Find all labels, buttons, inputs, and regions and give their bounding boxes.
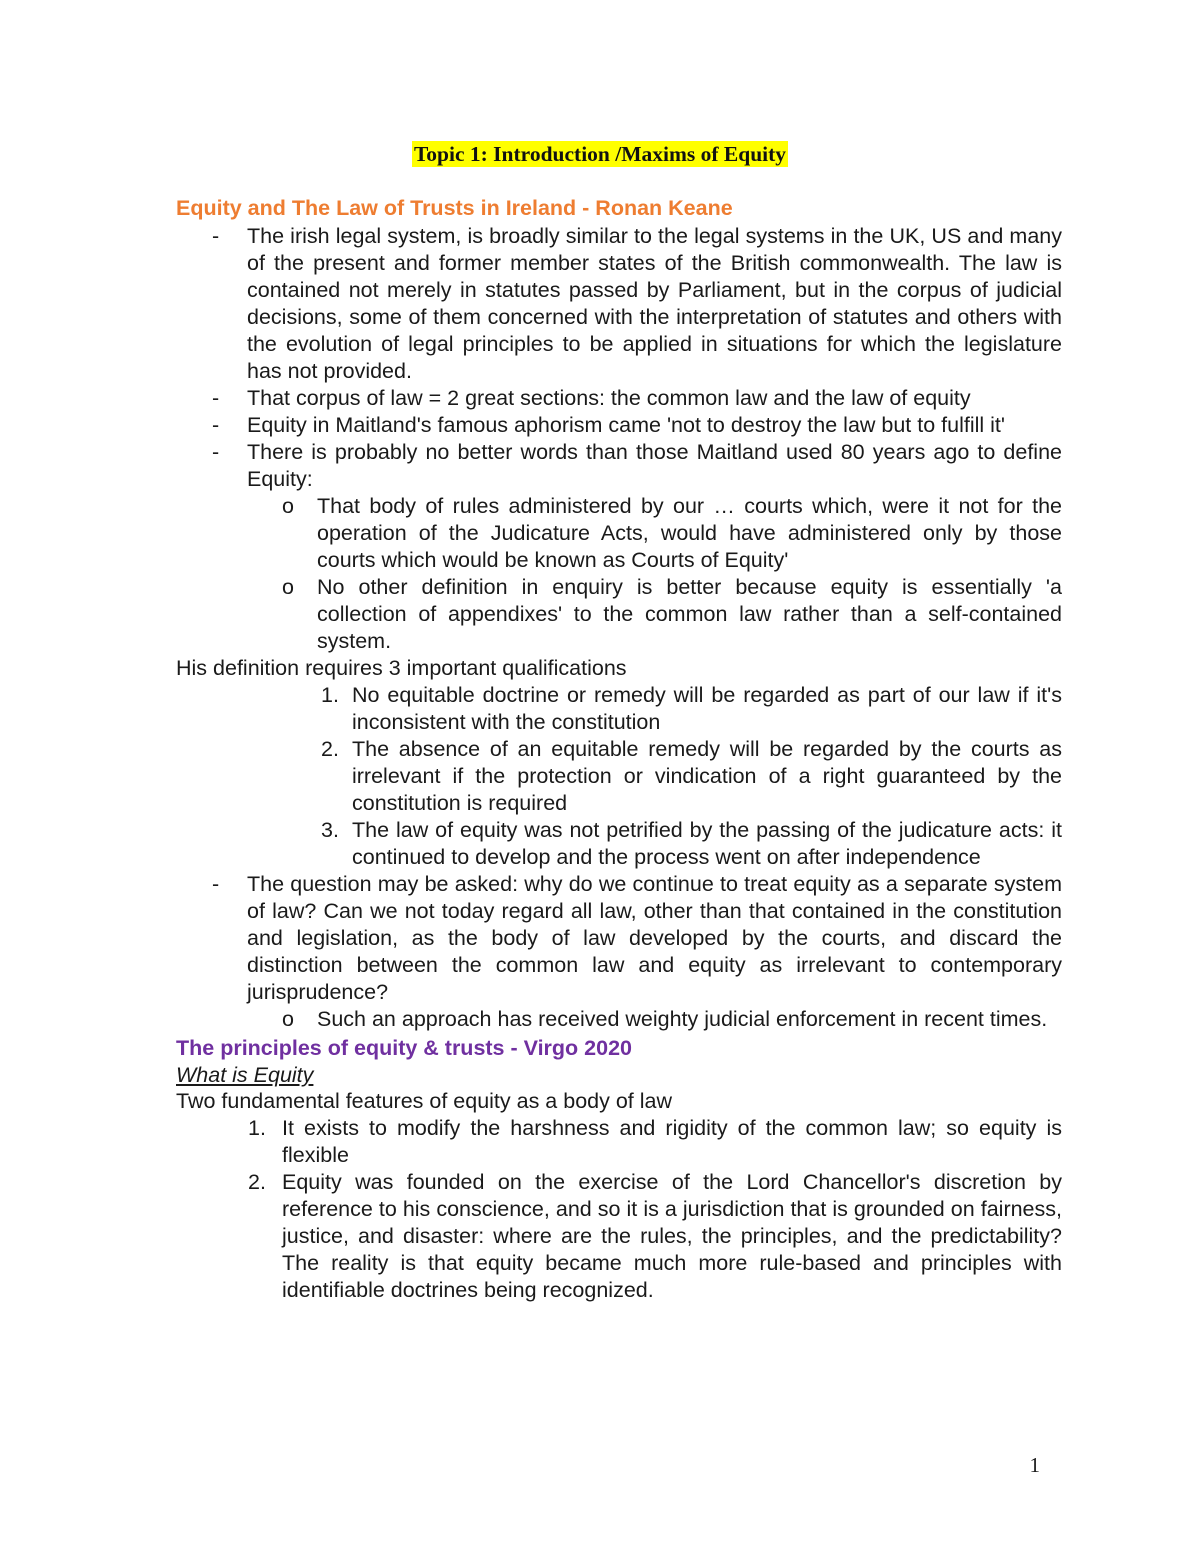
features-list xyxy=(176,1115,1062,1304)
keane-bullet-list xyxy=(176,223,1062,655)
number-marker: 2. xyxy=(248,1170,266,1194)
number-marker: 1. xyxy=(248,1116,266,1140)
bullet-text: That corpus of law = 2 great sections: the common law and the law of equity xyxy=(247,386,971,410)
question-list xyxy=(176,871,1062,1033)
dash-marker: - xyxy=(212,386,220,410)
list-item xyxy=(176,385,1062,412)
list-item xyxy=(176,817,1062,871)
page-number: 1 xyxy=(1029,1453,1040,1477)
dash-marker: - xyxy=(212,440,220,464)
number-marker: 1. xyxy=(321,683,339,707)
list-item xyxy=(176,871,1062,1006)
number-marker: 3. xyxy=(321,818,339,842)
qualification-text: No equitable doctrine or remedy will be regarded as part of our law if it's inconsistent with the constitution xyxy=(352,683,1062,734)
bullet-text: There is probably no better words than those Maitland used 80 years ago to define Equity: xyxy=(247,440,1062,491)
title-block xyxy=(0,140,1200,168)
list-item xyxy=(176,682,1062,736)
list-item xyxy=(176,574,1062,655)
list-item xyxy=(176,412,1062,439)
subpoint-text: That body of rules administered by our … courts which, were it not for the operation of the Judicature Acts, would have administered only by those courts which would be known as Courts of Equity' xyxy=(317,494,1062,572)
bullet-text: The question may be asked: why do we continue to treat equity as a separate system of law? Can we not today regard all law, other than that contained in the constitution and legislation, as the body of law developed by the courts, and discard the distinction between the common law and equity as irrelevant to contemporary jurisprudence? xyxy=(247,872,1062,1004)
number-marker: 2. xyxy=(321,737,339,761)
circle-marker: o xyxy=(282,575,294,599)
list-item xyxy=(176,1115,1062,1169)
circle-marker: o xyxy=(282,1007,294,1031)
page-title: Topic 1: Introduction /Maxims of Equity xyxy=(413,142,787,166)
bullet-text: Equity in Maitland's famous aphorism came 'not to destroy the law but to fulfill it' xyxy=(247,413,1006,437)
list-item xyxy=(176,736,1062,817)
list-item xyxy=(176,1169,1062,1304)
section-heading-keane: Equity and The Law of Trusts in Ireland - Ronan Keane xyxy=(176,196,733,220)
bullet-text: The irish legal system, is broadly similar to the legal systems in the UK, US and many of the present and former member states of the British commonwealth. The law is contained not merely in statutes passed by Parliament, but in the corpus of judicial decisions, some of them concerned with the interpretation of statutes and others with the evolution of legal principles to be applied in situations for which the legislature has not provided. xyxy=(247,224,1062,383)
list-item xyxy=(176,223,1062,385)
qualification-text: The law of equity was not petrified by the passing of the judicature acts: it continued to develop and the process went on after independence xyxy=(352,818,1062,869)
list-item xyxy=(176,439,1062,493)
subpoint-text: Such an approach has received weighty judicial enforcement in recent times. xyxy=(317,1007,1048,1031)
dash-marker: - xyxy=(212,872,220,896)
list-item xyxy=(176,1006,1062,1033)
qualifications-intro: His definition requires 3 important qualifications xyxy=(176,656,627,680)
section-heading-virgo: The principles of equity & trusts - Virgo 2020 xyxy=(176,1036,632,1060)
subheading-what-is-equity: What is Equity xyxy=(176,1063,314,1087)
list-item xyxy=(176,493,1062,574)
qualifications-list xyxy=(176,682,1062,871)
circle-marker: o xyxy=(282,494,294,518)
feature-text: It exists to modify the harshness and rigidity of the common law; so equity is flexible xyxy=(282,1116,1062,1167)
qualification-text: The absence of an equitable remedy will be regarded by the courts as irrelevant if the protection or vindication of a right guaranteed by the constitution is required xyxy=(352,737,1062,815)
features-intro: Two fundamental features of equity as a body of law xyxy=(176,1089,672,1113)
subpoint-text: No other definition in enquiry is better because equity is essentially 'a collection of appendixes' to the common law rather than a self-contained system. xyxy=(317,575,1062,653)
document-body xyxy=(176,193,1062,1304)
dash-marker: - xyxy=(212,224,220,248)
feature-text: Equity was founded on the exercise of the Lord Chancellor's discretion by reference to his conscience, and so it is a jurisdiction that is grounded on fairness, justice, and disaster: where are the rules, the principles, and the predictability? The reality is that equity became much more rule-based and principles with identifiable doctrines being recognized. xyxy=(282,1170,1062,1302)
dash-marker: - xyxy=(212,413,220,437)
